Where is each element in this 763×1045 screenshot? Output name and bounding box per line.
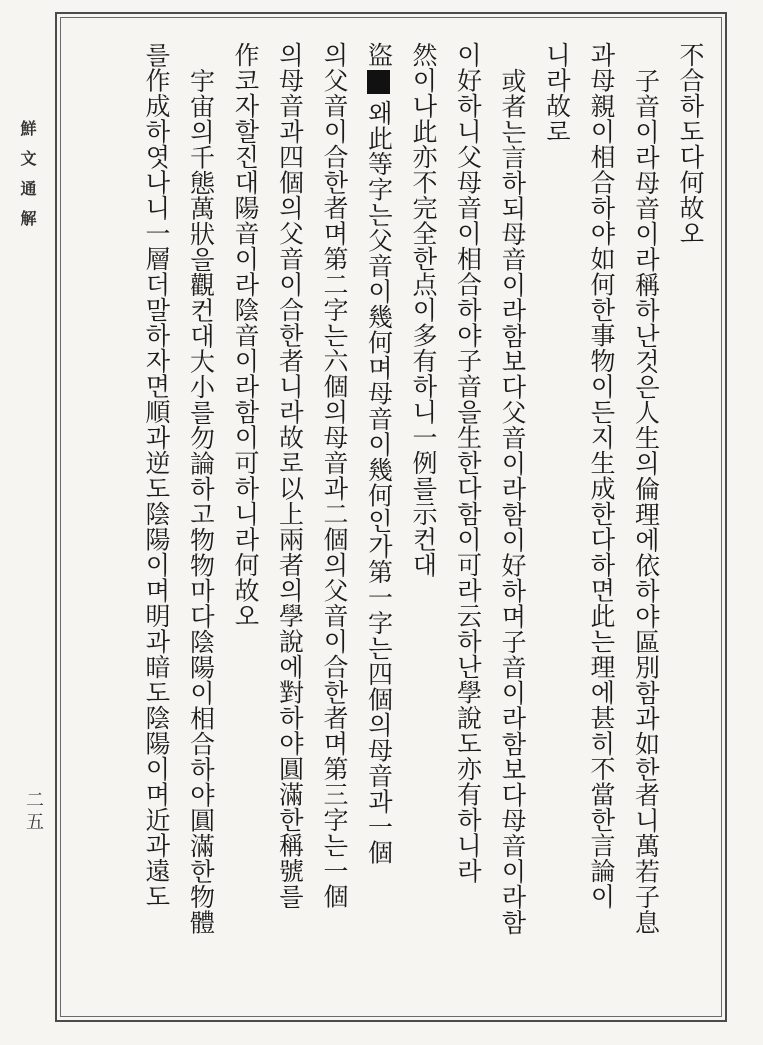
inked-glyph-block xyxy=(367,70,391,94)
side-title: 鮮文通解 xyxy=(18,120,37,240)
text-column: 니라故로 xyxy=(542,42,572,144)
text-column: 의母音과四個의父音이合한者니라故로以上兩者의學說에對하야圓滿한稱號를 xyxy=(275,42,305,909)
text-column: 이好하니父母音이相合하야子音을生한다함이可라云하난學說도亦有하니라 xyxy=(453,42,483,884)
text-column: 과母親이相合하야如何한事物이든지生成한다하면此는理에甚히不當한言論이 xyxy=(587,42,616,909)
text-column: 를作成하엿나니一層더말하자면順과逆도陰陽이며明과暗도陰陽이며近과遠도 xyxy=(142,42,171,909)
column-text: 왜此等字는父音이幾何며母音이幾何인가第一字는四個의母音과一個 xyxy=(364,100,394,865)
text-column: 作코자할진대陽音이라陰音이라함이可하니라何故오 xyxy=(231,42,260,629)
text-column: 或者는言하되母音이라함보다父音이라함이好하며子音이라함보다母音이라함 xyxy=(498,68,527,936)
text-column: 의父音이合한者며第二字는六個의母音과二個의父音이合한者며第三字는一個 xyxy=(320,42,349,909)
text-column: 不合하도다何故오 xyxy=(676,42,705,246)
text-column-with-mark xyxy=(356,42,401,1007)
column-prefix: 盜 xyxy=(364,42,394,68)
vertical-text-body xyxy=(72,42,712,1007)
page-number: 二五 xyxy=(23,790,44,834)
text-column: 子音이라母音이라稱하난것은人生의倫理에依하야區別함과如한者니萬若子息 xyxy=(631,68,661,936)
text-column: 宇宙의千態萬狀을觀컨대大小를勿論하고物物마다陰陽이相合하야圓滿한物體 xyxy=(186,68,216,936)
text-column: 然이나此亦不完全한点이多有하니一例를示컨대 xyxy=(409,42,438,578)
